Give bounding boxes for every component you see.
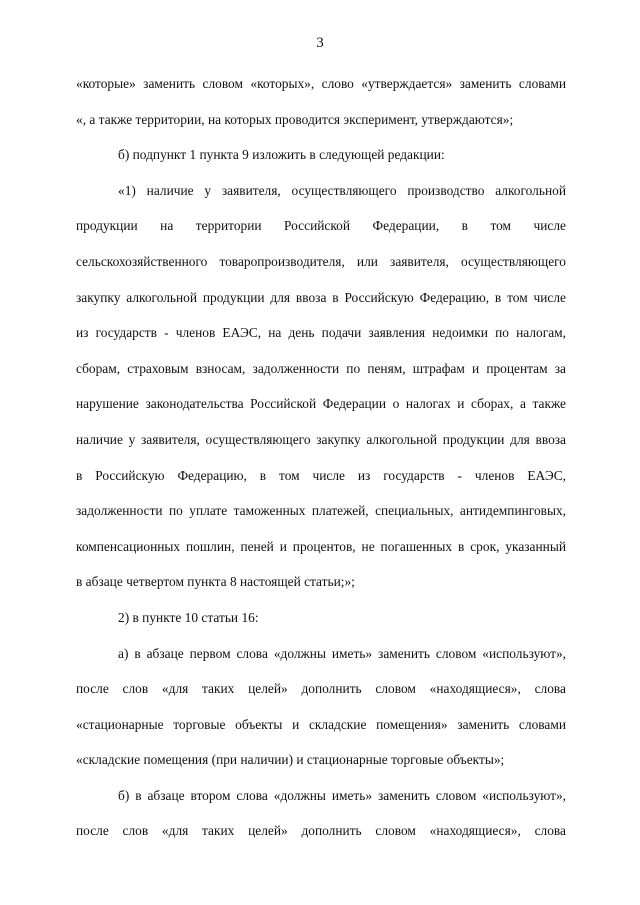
text-line: «, а также территории, на которых проводится эксперимент, утверждаются»;: [76, 111, 514, 127]
text-line: в Российскую Федерацию, в том числе из государств - членов ЕАЭС,: [76, 467, 566, 483]
text-line: «стационарные торговые объекты и складские помещения» заменить словами: [76, 716, 566, 732]
document-body: [76, 66, 566, 849]
text-line: «складские помещения (при наличии) и стационарные торговые объекты»;: [76, 752, 505, 768]
text-line: сельскохозяйственного товаропроизводителя, или заявителя, осуществляющего: [76, 253, 566, 269]
text-line: задолженности по уплате таможенных платежей, специальных, антидемпинговых,: [76, 503, 566, 519]
text-line: из государств - членов ЕАЭС, на день подачи заявления недоимки по налогам,: [76, 325, 566, 341]
text-line: 2) в пункте 10 статьи 16:: [118, 609, 259, 625]
text-line: после слов «для таких целей» дополнить словом «находящиеся», слова: [76, 681, 566, 697]
text-line: б) подпункт 1 пункта 9 изложить в следующей редакции:: [118, 147, 445, 163]
text-line: закупку алкогольной продукции для ввоза в Российскую Федерацию, в том числе: [76, 289, 566, 305]
text-line: нарушение законодательства Российской Федерации о налогах и сборах, а также: [76, 396, 566, 412]
page-number: 3: [316, 35, 324, 51]
text-line: наличие у заявителя, осуществляющего закупку алкогольной продукции для ввоза: [76, 431, 566, 447]
text-line: сборам, страховым взносам, задолженности по пеням, штрафам и процентам за: [76, 360, 566, 376]
text-line: а) в абзаце первом слова «должны иметь» заменить словом «используют»,: [118, 645, 566, 661]
text-line: в абзаце четвертом пункта 8 настоящей статьи;»;: [76, 574, 355, 590]
text-line: продукции на территории Российской Федерации, в том числе: [76, 218, 566, 234]
text-line: после слов «для таких целей» дополнить словом «находящиеся», слова: [76, 823, 566, 839]
text-line: компенсационных пошлин, пеней и процентов, не погашенных в срок, указанный: [76, 538, 566, 554]
text-line: б) в абзаце втором слова «должны иметь» заменить словом «используют»,: [118, 787, 566, 803]
text-line: «которые» заменить словом «которых», слово «утверждается» заменить словами: [76, 76, 566, 91]
text-line: «1) наличие у заявителя, осуществляющего производство алкогольной: [118, 182, 566, 198]
